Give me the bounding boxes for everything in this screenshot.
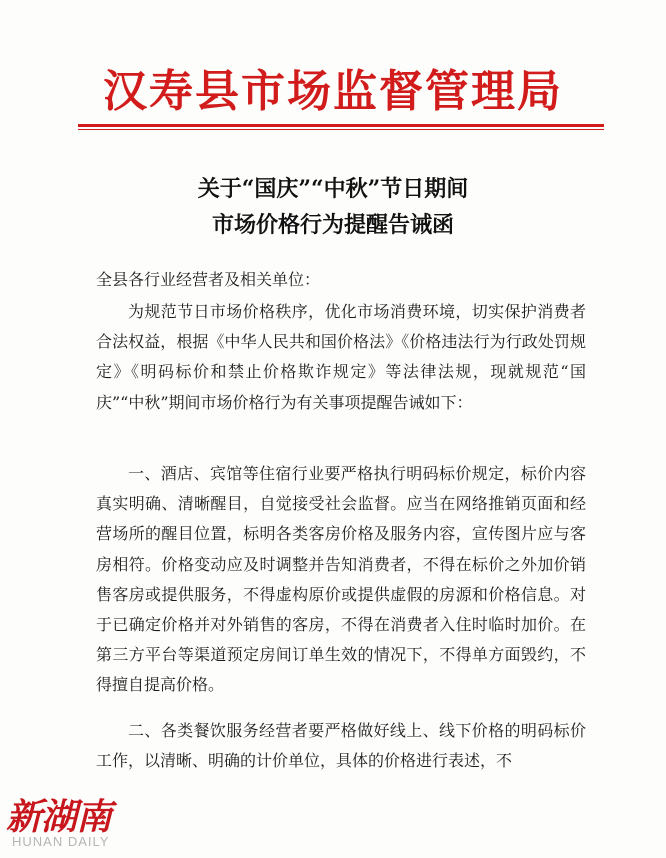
salutation: 全县各行业经营者及相关单位：: [96, 270, 321, 289]
paragraph-item-1-lodging: 一、酒店、宾馆等住宿行业要严格执行明码标价规定，标价内容真实明确、清晰醒目，自觉接受社会监督。应当在网络推销页面和经营场所的醒目位置，标明各类客房价格及服务内容，宣传图片应与客房相符。价格变动应及时调整并告知消费者，不得在标价之外加价销售客房或提供服务，不得虚构原价或提供虚假的房源和价格信息。对于已确定价格并对外销售的客房，不得在消费者入住时临时加价。在第三方平台等渠道预定房间订单生效的情况下，不得单方面毁约，不得擅自提高价格。: [96, 464, 586, 695]
paragraph-item-2-catering: 二、各类餐饮服务经营者要严格做好线上、线下价格的明码标价工作，以清晰、明确的计价单位，具体的价格进行表述，不: [96, 721, 586, 771]
letterhead-agency-name: 汉寿县市场监督管理局: [103, 66, 563, 117]
document-title-line-1: 关于“国庆”“中秋”节日期间: [197, 176, 469, 202]
letterhead-rule-thick: [78, 124, 604, 127]
document-title-line-2: 市场价格行为提醒告诫函: [211, 212, 454, 238]
paragraph-intro: 为规范节日市场价格秩序，优化市场消费环境，切实保护消费者合法权益，根据《中华人民共和国价格法》《价格违法行为行政处罚规定》《明码标价和禁止价格欺诈规定》等法律法规，现就规范“国庆”“中秋”期间市场价格行为有关事项提醒告诫如下：: [96, 302, 586, 412]
watermark-logo: [6, 796, 111, 849]
letterhead-rule-thin: [78, 129, 604, 130]
watermark-logo-name: 新湖南: [6, 796, 112, 838]
watermark-logo-subtitle: HUNAN DAILY: [12, 834, 110, 849]
